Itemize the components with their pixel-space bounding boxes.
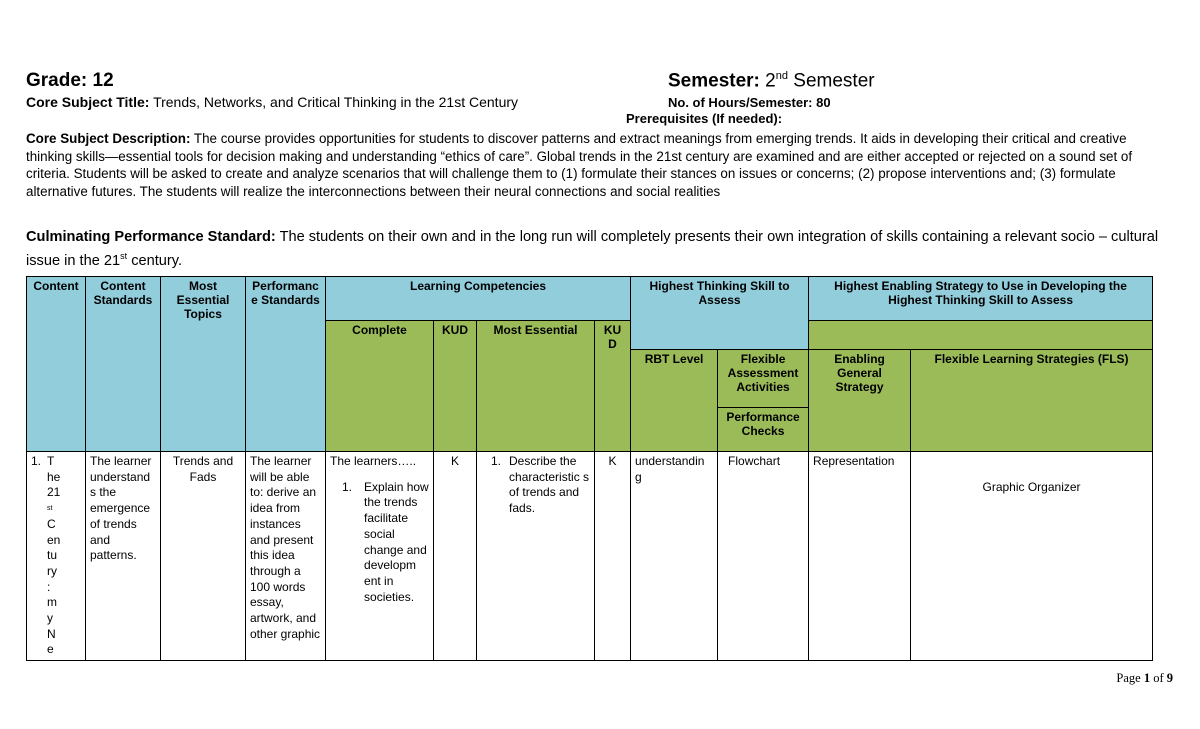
header-highest-thinking-skill: Highest Thinking Skill to Assess: [631, 277, 809, 350]
header-most-essential-topics: Most Essential Topics: [161, 277, 246, 452]
core-title-label: Core Subject Title:: [26, 94, 150, 110]
content-line: N: [47, 626, 56, 641]
cell-enabling-strategy: Representation: [809, 452, 911, 661]
header-highest-enabling-strategy: Highest Enabling Strategy to Use in Developing the Highest Thinking Skill to Assess: [809, 277, 1153, 321]
cell-most-essential: [477, 452, 595, 661]
cell-fls: [911, 452, 1153, 661]
cell-assessment: Flowchart: [718, 452, 809, 661]
essential-item-text: Describe the characteristic s of trends and fads.: [509, 454, 590, 516]
cell-topic: Trends and Fads: [161, 452, 246, 661]
content-line: m: [47, 595, 57, 610]
description-text: The course provides opportunities for students to discover patterns and extract meanings from emerging trends. It aids in developing their critical and creative thinking skills—essential tools for decision making and understanding “ethics of care”. Global trends in the 21st century are examined and are either accepted or rejected on a sound set of criteria. Students will be asked to create and analyze scenarios that will challenge them to (1) formulate their stances on issues or concerns; (2) propose interventions and; (3) formulate alternative futures. The students will realize the interconnections between their neural connections and social realities: [26, 131, 1133, 199]
content-line: 21: [47, 485, 61, 500]
cell-kud: K: [434, 452, 477, 661]
content-line: e: [47, 642, 54, 657]
semester-label: Semester:: [668, 70, 760, 92]
page-number: [1116, 671, 1173, 686]
page-current: 1: [1143, 671, 1151, 685]
content-line: tu: [47, 548, 58, 563]
essential-item-number: 1.: [491, 454, 502, 468]
cps-sup: st: [120, 251, 128, 261]
grade-label: Grade:: [26, 70, 88, 91]
semester-suffix: nd: [775, 70, 788, 82]
content-line: st: [47, 505, 53, 513]
content-line: en: [47, 532, 61, 547]
content-line: ry: [47, 563, 57, 578]
page-label: Page: [1116, 671, 1141, 685]
page-of: of: [1153, 671, 1164, 685]
cell-content-standards: The learner understand s the emergence of trends and patterns.: [86, 452, 161, 661]
cps-label: Culminating Performance Standard:: [26, 229, 276, 245]
page-total: 9: [1166, 671, 1173, 685]
content-vertical-text: [31, 454, 71, 658]
semester-word: Semester: [793, 70, 875, 92]
header-kud-2: KU D: [595, 321, 631, 452]
header-content-standards: Content Standards: [86, 277, 161, 452]
header-enabling-general-strategy: Enabling General Strategy: [809, 350, 911, 452]
cell-kud-2: K: [595, 452, 631, 661]
content-line: y: [47, 611, 53, 626]
hours-per-semester: No. of Hours/Semester: 80: [668, 95, 831, 110]
cell-rbt-level: understandin g: [631, 452, 718, 661]
content-line: C: [47, 516, 56, 531]
cell-content: [27, 452, 86, 661]
header-content: Content: [27, 277, 86, 452]
semester-line: [668, 70, 875, 92]
content-line: T: [47, 454, 55, 468]
header-kud: KUD: [434, 321, 477, 452]
header-learning-competencies: Learning Competencies: [326, 277, 631, 321]
header-rbt-level: RBT Level: [631, 350, 718, 452]
cell-performance-standards: The learner will be able to: derive an idea from instances and present this idea through a 100 words essay, artwork, and other graphic: [246, 452, 326, 661]
header-complete: Complete: [326, 321, 434, 452]
complete-intro: The learners…..: [330, 454, 417, 468]
core-subject-title: [26, 94, 518, 110]
complete-item-number: 1.: [342, 479, 353, 494]
header-performance-checks: Performance Checks: [718, 408, 809, 452]
culminating-performance-standard: [26, 228, 1181, 271]
prerequisites: Prerequisites (If needed):: [626, 111, 783, 126]
core-title-value: Trends, Networks, and Critical Thinking in the 21st Century: [153, 94, 519, 110]
fls-text: Graphic Organizer: [982, 480, 1081, 494]
grade-line: [26, 70, 114, 92]
grade-value: 12: [92, 70, 114, 91]
content-line: he: [47, 469, 61, 484]
header-flexible-assessment: Flexible Assessment Activities: [718, 350, 809, 408]
header-most-essential: Most Essential: [477, 321, 595, 452]
header-performance-standards: Performanc e Standards: [246, 277, 326, 452]
cps-text-end: century.: [131, 252, 183, 269]
content-number: 1.: [31, 454, 42, 468]
cps-text: The students on their own and in the long run will completely presents their own integration of skills containing a relevant socio – cultural issue in the 21: [26, 229, 1159, 269]
core-subject-description: [26, 130, 1176, 200]
curriculum-table: [26, 276, 1153, 661]
header-fls: Flexible Learning Strategies (FLS): [911, 350, 1153, 452]
header-green-band: [809, 321, 1153, 350]
essential-item: [481, 454, 590, 517]
description-label: Core Subject Description:: [26, 131, 191, 146]
header-row-1: [27, 277, 1153, 321]
table-row: [27, 452, 1153, 661]
semester-number: 2: [765, 70, 776, 92]
cell-complete: [326, 452, 434, 661]
complete-item-text: Explain how the trends facilitate social change and developm ent in societies.: [364, 479, 429, 604]
content-line: :: [47, 579, 51, 594]
complete-item: [330, 480, 429, 606]
